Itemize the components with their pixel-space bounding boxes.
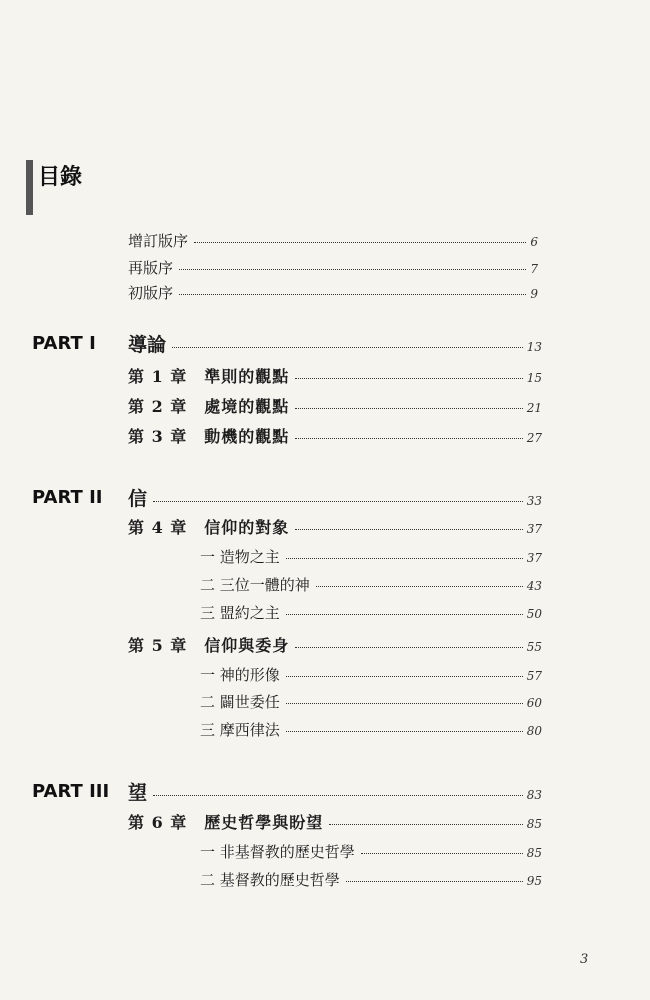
page-number: 50 <box>526 607 542 621</box>
toc-entry-section <box>200 664 542 688</box>
title-accent-bar <box>26 160 33 215</box>
page-number: 37 <box>526 522 542 536</box>
entry-title: 第 1 章 準則的觀點 <box>128 367 290 386</box>
dot-leader <box>346 881 523 882</box>
entry-title: 二 三位一體的神 <box>200 576 310 594</box>
entry-title: 三 摩西律法 <box>200 721 280 739</box>
entry-title: 二 基督教的歷史哲學 <box>200 871 340 889</box>
toc-entry-part <box>128 330 542 354</box>
page-number: 55 <box>526 640 542 654</box>
dot-leader <box>295 378 522 379</box>
dot-leader <box>295 408 522 409</box>
toc-title: 目錄 <box>38 165 83 190</box>
part-label: PART II <box>32 487 103 508</box>
entry-title: 一 造物之主 <box>200 548 280 566</box>
dot-leader <box>153 501 523 502</box>
toc-entry-part <box>128 778 542 802</box>
part-label: PART III <box>32 781 110 802</box>
entry-title: 二 闢世委任 <box>200 693 280 711</box>
page-folio: 3 <box>580 952 589 967</box>
dot-leader <box>286 676 523 677</box>
page-number: 37 <box>526 551 542 565</box>
dot-leader <box>286 558 523 559</box>
entry-title: 第 6 章 歷史哲學與盼望 <box>128 813 324 832</box>
toc-entry-preface <box>128 230 538 254</box>
toc-entry-chapter <box>128 810 542 834</box>
entry-title: 三 盟約之主 <box>200 604 280 622</box>
toc-entry-preface <box>128 257 538 281</box>
dot-leader <box>179 269 526 270</box>
page-number: 27 <box>526 431 542 445</box>
toc-entry-section <box>200 602 542 626</box>
dot-leader <box>316 586 523 587</box>
page-number: 85 <box>526 817 542 831</box>
dot-leader <box>286 614 523 615</box>
page-number: 83 <box>526 788 542 802</box>
page-number: 21 <box>526 401 542 415</box>
page-number: 33 <box>526 494 542 508</box>
toc-entry-chapter <box>128 515 542 539</box>
toc-entry-chapter <box>128 364 542 388</box>
entry-title: 初版序 <box>128 284 174 302</box>
dot-leader <box>194 242 526 243</box>
dot-leader <box>329 824 522 825</box>
entry-title: 一 非基督教的歷史哲學 <box>200 843 355 861</box>
page-number: 57 <box>526 669 542 683</box>
toc-entry-section <box>200 546 542 570</box>
toc-entry-preface <box>128 282 538 306</box>
toc-entry-chapter <box>128 424 542 448</box>
entry-title: 再版序 <box>128 259 174 277</box>
dot-leader <box>361 853 523 854</box>
toc-entry-section <box>200 841 542 865</box>
entry-title: 望 <box>128 782 148 804</box>
toc-entry-chapter <box>128 394 542 418</box>
page-number: 13 <box>526 340 542 354</box>
page-number: 6 <box>530 235 538 249</box>
dot-leader <box>295 529 522 530</box>
page-number: 7 <box>530 262 538 276</box>
page-number: 43 <box>526 579 542 593</box>
part-label: PART I <box>32 333 96 354</box>
dot-leader <box>295 438 522 439</box>
page-number: 95 <box>526 874 542 888</box>
entry-title: 第 4 章 信仰的對象 <box>128 518 290 537</box>
toc-entry-section <box>200 691 542 715</box>
entry-title: 導論 <box>128 334 167 356</box>
dot-leader <box>286 703 523 704</box>
entry-title: 第 3 章 動機的觀點 <box>128 427 290 446</box>
toc-entry-section <box>200 869 542 893</box>
page-number: 60 <box>526 696 542 710</box>
entry-title: 一 神的形像 <box>200 666 280 684</box>
dot-leader <box>295 647 522 648</box>
toc-entry-section <box>200 574 542 598</box>
dot-leader <box>153 795 523 796</box>
page-number: 15 <box>526 371 542 385</box>
entry-title: 信 <box>128 488 148 510</box>
page-number: 85 <box>526 846 542 860</box>
dot-leader <box>172 347 523 348</box>
page-number: 9 <box>530 287 538 301</box>
entry-title: 第 2 章 處境的觀點 <box>128 397 290 416</box>
page-number: 80 <box>526 724 542 738</box>
entry-title: 第 5 章 信仰與委身 <box>128 636 290 655</box>
toc-entry-section <box>200 719 542 743</box>
toc-entry-part <box>128 484 542 508</box>
dot-leader <box>286 731 523 732</box>
entry-title: 增訂版序 <box>128 232 189 250</box>
toc-entry-chapter <box>128 633 542 657</box>
dot-leader <box>179 294 526 295</box>
